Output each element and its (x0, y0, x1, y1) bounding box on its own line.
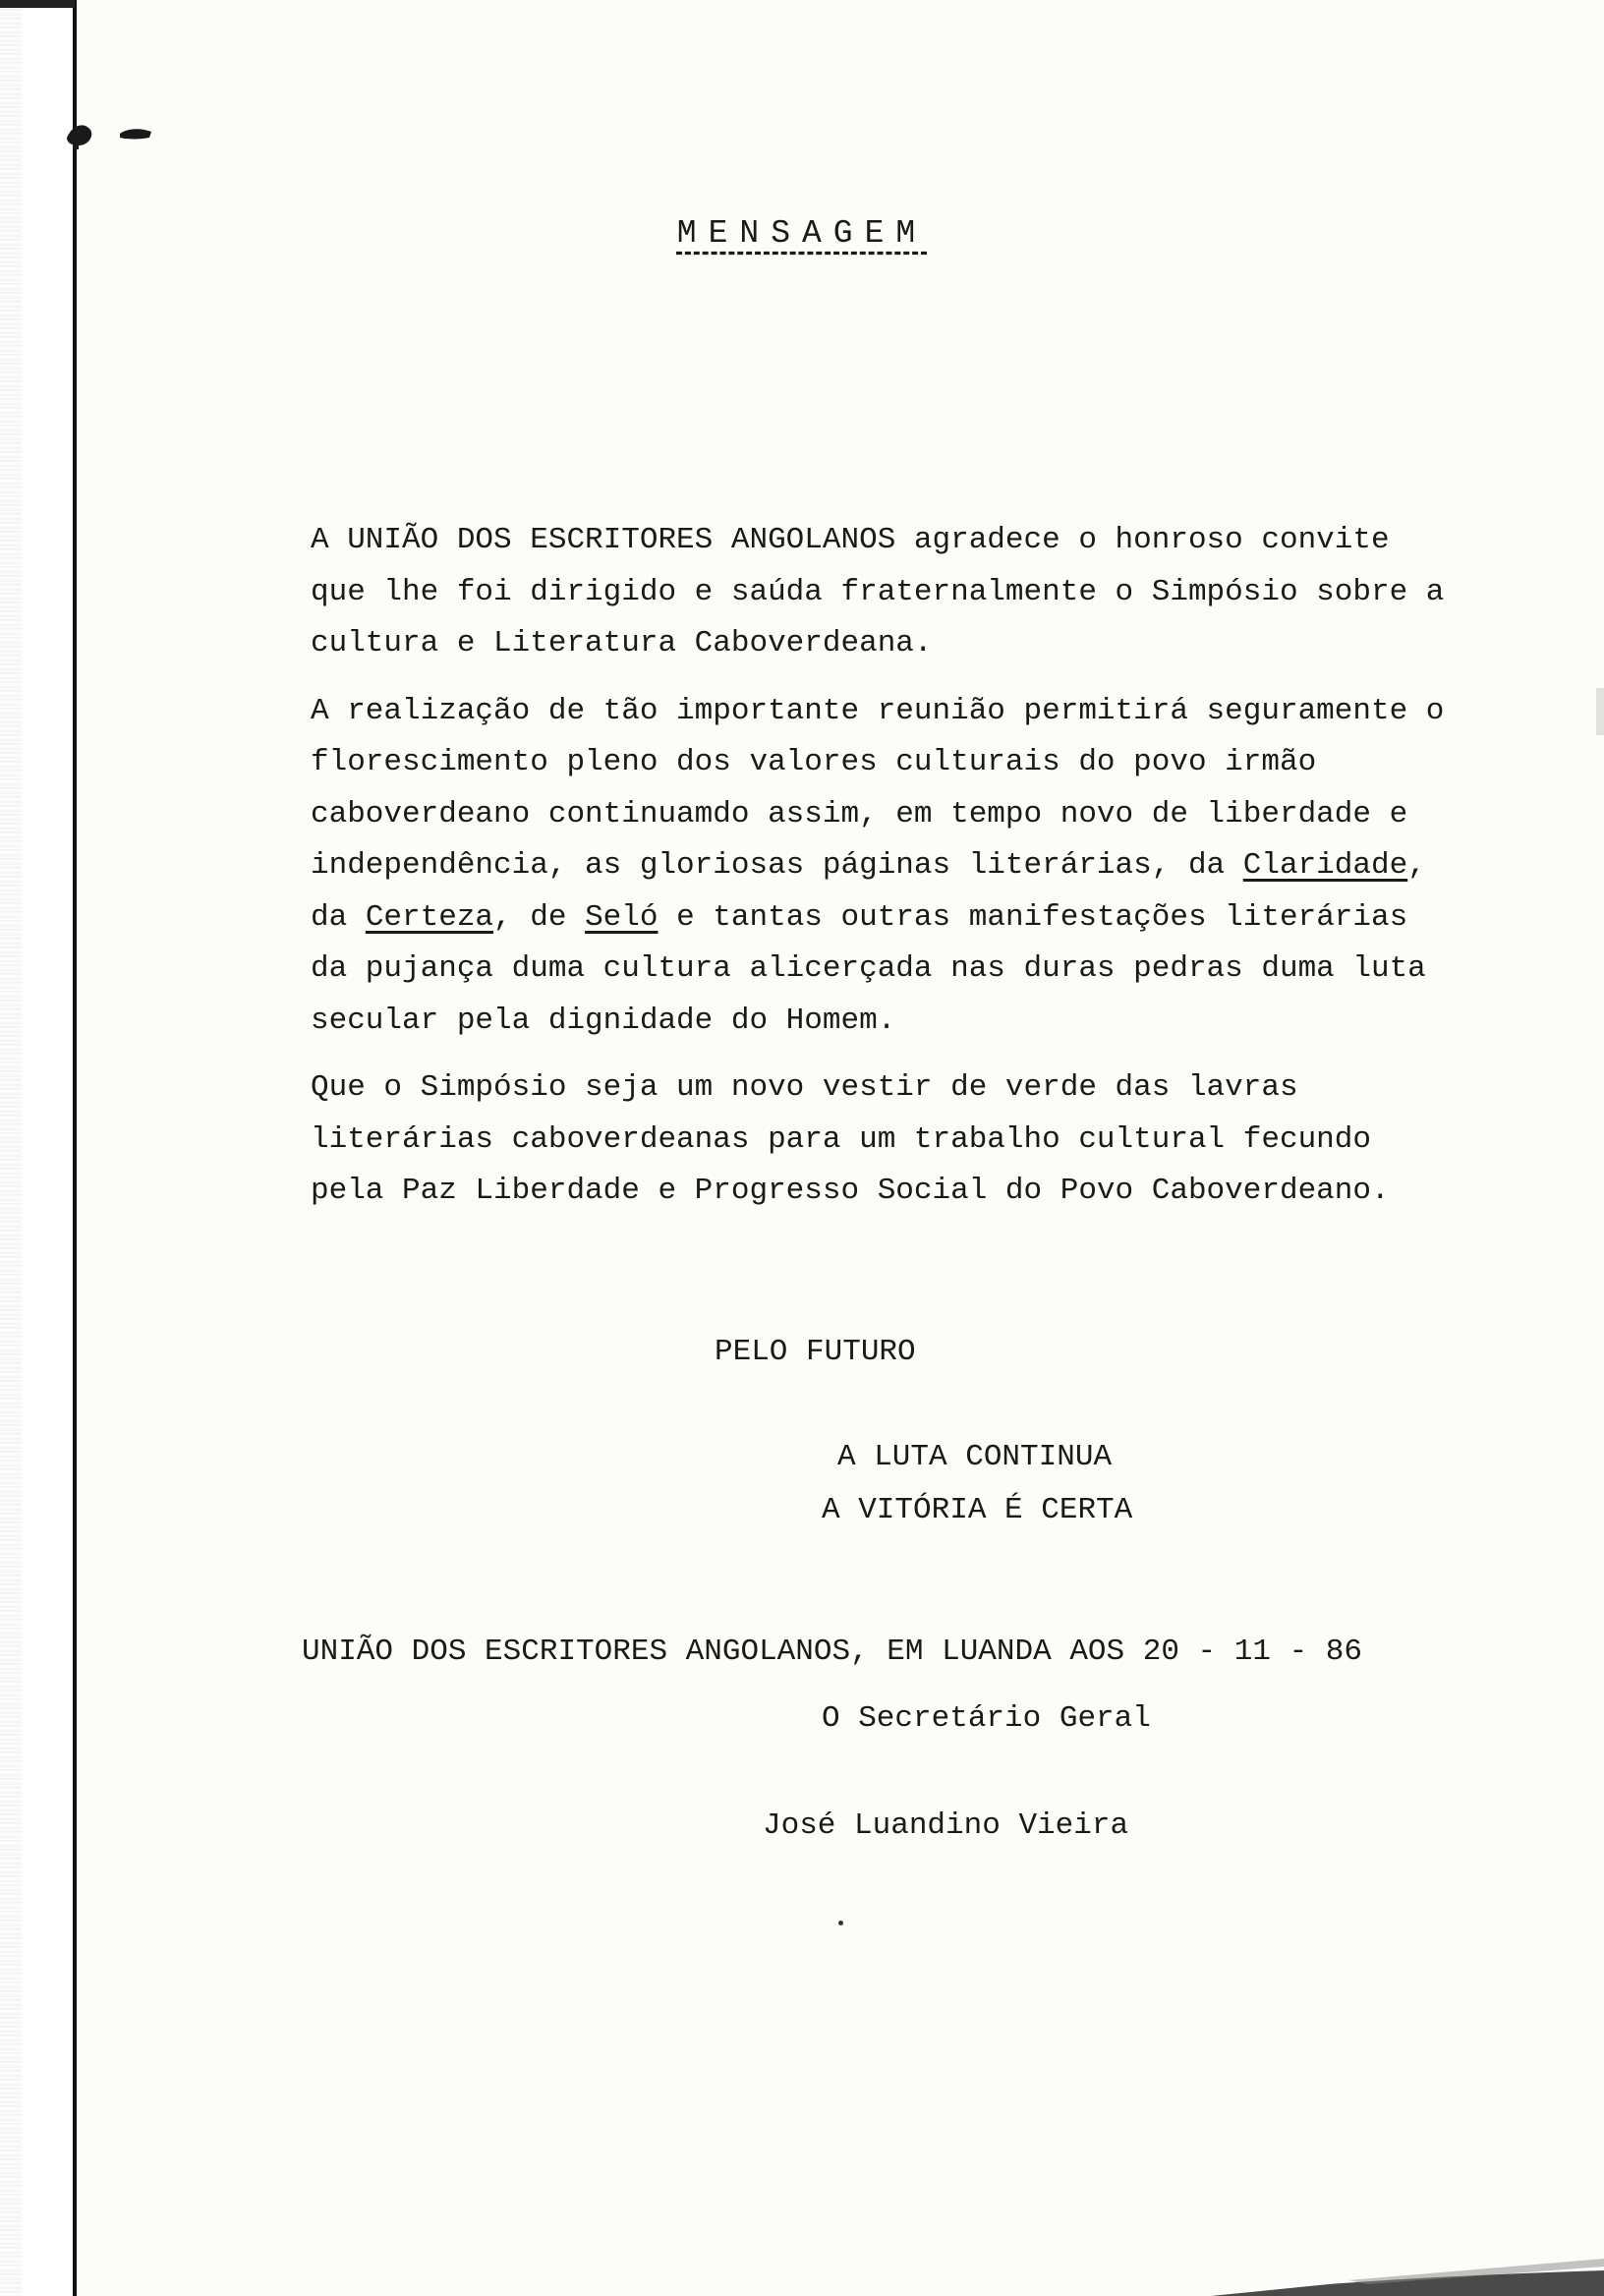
place-date-line: UNIÃO DOS ESCRITORES ANGOLANOS, EM LUANDA AOS 20 - 11 - 86 (302, 1635, 1362, 1669)
closing-vitoria-certa: A VITÓRIA É CERTA (822, 1493, 1133, 1527)
message-body (311, 515, 1451, 1234)
paragraph-text: A realização de tão importante reunião permitirá seguramente o florescimento pleno dos valores culturais do povo irmão caboverdeano continuamdo assim, em tempo novo de liberdade e independência, as gloriosas páginas literárias, da (311, 693, 1445, 883)
closing-luta-continua: A LUTA CONTINUA (837, 1440, 1113, 1474)
message-paragraph (311, 686, 1451, 1048)
publication-title: Seló (585, 899, 659, 935)
closing-pelo-futuro: PELO FUTURO (715, 1335, 916, 1369)
paragraph-text: , de (493, 899, 586, 935)
scan-speckle-strip (0, 0, 22, 2296)
top-left-corner-mark (0, 0, 75, 8)
publication-title: Certeza (365, 899, 494, 935)
document-title-text: MENSAGEM (676, 215, 928, 252)
secretary-title: O Secretário Geral (822, 1701, 1151, 1736)
paragraph-text: A UNIÃO DOS ESCRITORES ANGOLANOS agradece o honroso convite (311, 523, 1390, 557)
document-title (0, 214, 1604, 254)
paragraph-text: , da (311, 848, 1426, 935)
paragraph-text: que lhe foi dirigido e saúda fraternalmente o Simpósio sobre a cultura e Literatura Caboverdeana. (311, 574, 1445, 660)
publication-title: Claridade (1242, 848, 1408, 883)
message-paragraph (311, 515, 1451, 670)
scan-smudge (1596, 688, 1604, 735)
paragraph-text: e tantas outras manifestações literárias da pujança duma cultura alicerçada nas duras pedras duma luta secular pela dignidade do Homem. (311, 899, 1426, 1038)
ink-blot-mark (63, 116, 161, 151)
message-paragraph (311, 1062, 1451, 1218)
scan-noise-bottom (1211, 2245, 1604, 2296)
stray-ink-dot (838, 1921, 843, 1925)
paragraph-text: Que o Simpósio seja um novo vestir de verde das lavras literárias caboverdeanas para um trabalho cultural fecundo pela Paz Liberdade e Progresso Social do Povo Caboverdeano. (311, 1070, 1390, 1208)
signatory-name: José Luandino Vieira (763, 1808, 1129, 1843)
